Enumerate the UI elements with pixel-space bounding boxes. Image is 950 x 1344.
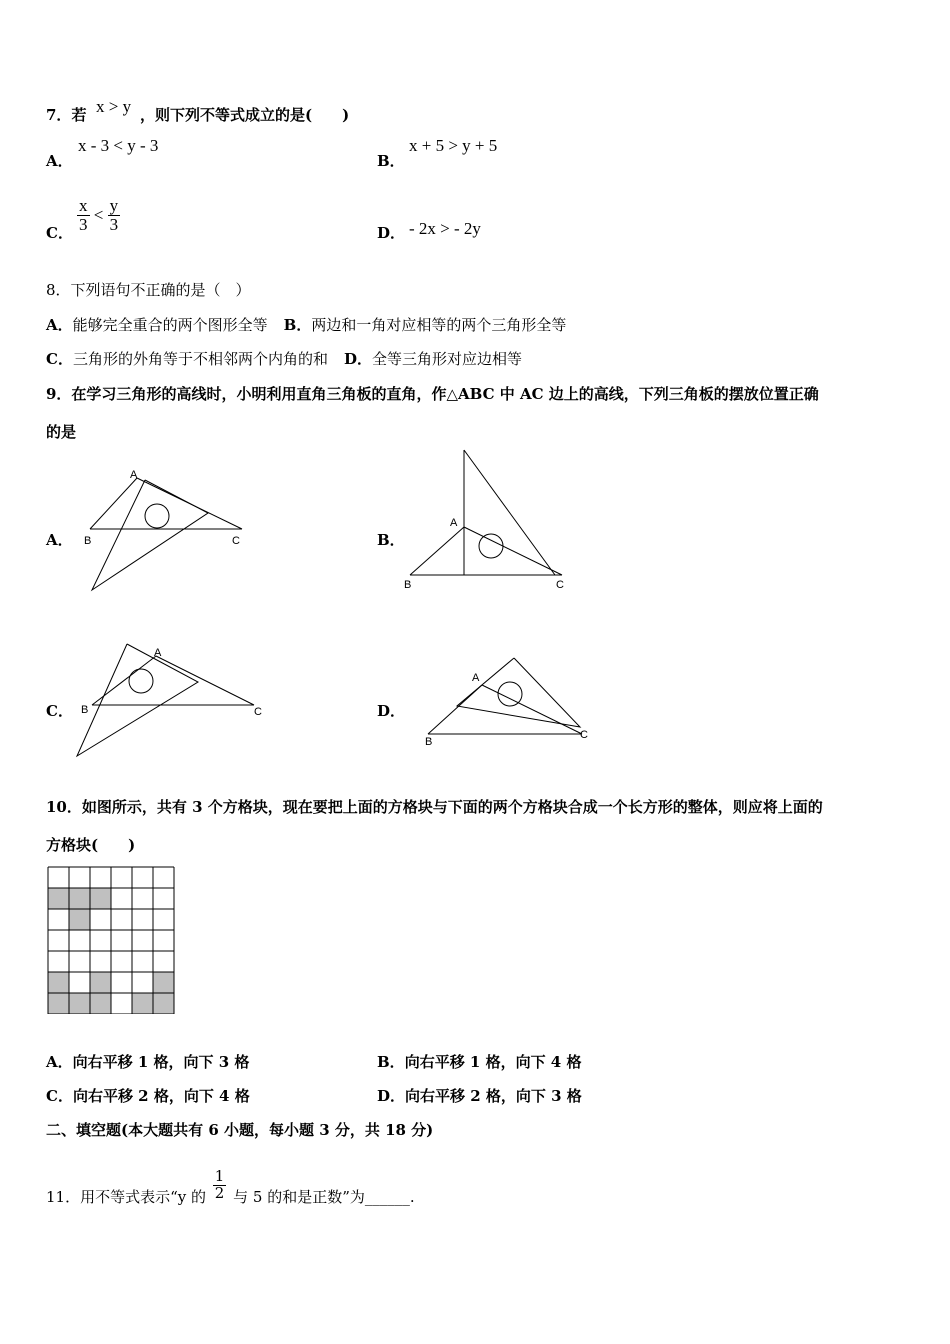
q7-option-a-letter: A． bbox=[46, 152, 73, 170]
grid-filled-cell bbox=[153, 972, 174, 993]
q7-option-c-expr bbox=[77, 197, 120, 234]
q9-stem-line2: 的是 bbox=[46, 423, 77, 441]
q9-d-label-a: A bbox=[472, 672, 480, 684]
q7-option-b-expr: x + 5 > y + 5 bbox=[409, 136, 498, 155]
q10-option-a: A．向右平移 1 格，向下 3 格 bbox=[46, 1053, 250, 1071]
q9-c-label-c: C bbox=[254, 706, 262, 718]
q7-stem-post: ，则下列不等式成立的是( ) bbox=[140, 106, 350, 124]
q7-option-d-letter: D． bbox=[377, 224, 406, 242]
q9-option-c-letter: C． bbox=[46, 702, 73, 720]
q7-option-c-letter: C． bbox=[46, 224, 73, 242]
q10-option-c: C．向右平移 2 格，向下 4 格 bbox=[46, 1087, 250, 1105]
grid-filled-cell bbox=[90, 993, 111, 1014]
q9-d-label-c: C bbox=[580, 729, 588, 741]
q8-stem: 8．下列语句不正确的是（ ） bbox=[46, 281, 251, 299]
q9-a-label-b: B bbox=[84, 535, 92, 547]
q7-option-a-expr: x - 3 < y - 3 bbox=[78, 136, 159, 155]
grid-filled-cell bbox=[48, 993, 69, 1014]
q7-c-left-den: 3 bbox=[79, 214, 88, 234]
q11-fraction: $\frac{1}{2}$ bbox=[214, 1167, 225, 1202]
q9-a-label-a: A bbox=[130, 469, 138, 481]
q7-option-d-expr: - 2x > - 2y bbox=[409, 219, 481, 238]
q9-figure-d bbox=[420, 650, 600, 750]
grid-filled-cell bbox=[48, 972, 69, 993]
q9-figure-a bbox=[80, 462, 255, 597]
grid-filled-cell bbox=[132, 993, 153, 1014]
q9-figure-b bbox=[400, 445, 575, 595]
q9-d-label-b: B bbox=[425, 736, 433, 748]
q10-stem-line2: 方格块( ) bbox=[46, 836, 136, 854]
q10-stem-line1: 10．如图所示，共有 3 个方格块，现在要把上面的方格块与下面的两个方格块合成一个长方形的整体，则应将上面的 bbox=[46, 798, 823, 816]
q10-option-d: D．向右平移 2 格，向下 3 格 bbox=[377, 1087, 582, 1105]
q7-c-op: < bbox=[93, 205, 104, 225]
q9-a-label-c: C bbox=[232, 535, 240, 547]
grid-filled-cell bbox=[90, 888, 111, 909]
grid-filled-cell bbox=[69, 909, 90, 930]
grid-filled-cell bbox=[69, 888, 90, 909]
q11-text: 11．用不等式表示“y 的 $\frac{1}{2}$ 与 5 的和是正数”为______. bbox=[46, 1167, 415, 1206]
q7-option-b-letter: B． bbox=[377, 152, 405, 170]
grid-filled-cell bbox=[90, 972, 111, 993]
q7-condition: x > y bbox=[96, 97, 132, 116]
grid-filled-cell bbox=[48, 888, 69, 909]
q9-option-a-letter: A． bbox=[46, 531, 73, 549]
q7-c-left-num: x bbox=[79, 196, 88, 215]
q9-option-b-letter: B． bbox=[377, 531, 405, 549]
q10-grid-figure bbox=[47, 866, 177, 1014]
q9-option-d-letter: D． bbox=[377, 702, 406, 720]
q9-b-label-c: C bbox=[556, 579, 564, 591]
q9-b-label-b: B bbox=[404, 579, 412, 591]
q9-figure-c bbox=[70, 636, 270, 766]
q8-line1: A．能够完全重合的两个图形全等 B．两边和一角对应相等的两个三角形全等 bbox=[46, 316, 567, 334]
q7-c-right-den: 3 bbox=[109, 214, 119, 234]
q7-stem: 7．若 bbox=[46, 106, 87, 124]
q9-b-label-a: A bbox=[450, 517, 458, 529]
q10-option-b: B．向右平移 1 格，向下 4 格 bbox=[377, 1053, 582, 1071]
q9-stem-line1: 9．在学习三角形的高线时，小明利用直角三角板的直角，作△ABC 中 AC 边上的高线，下列三角板的摆放位置正确 bbox=[46, 385, 819, 403]
q9-c-label-b: B bbox=[81, 704, 89, 716]
q7-c-right-num: y bbox=[109, 196, 119, 215]
section-2-heading: 二、填空题(本大题共有 6 小题，每小题 3 分，共 18 分) bbox=[46, 1121, 434, 1139]
grid-filled-cell bbox=[69, 993, 90, 1014]
grid-filled-cell bbox=[153, 993, 174, 1014]
q9-c-label-a: A bbox=[154, 647, 162, 659]
q8-line2: C．三角形的外角等于不相邻两个内角的和 D．全等三角形对应边相等 bbox=[46, 350, 522, 368]
